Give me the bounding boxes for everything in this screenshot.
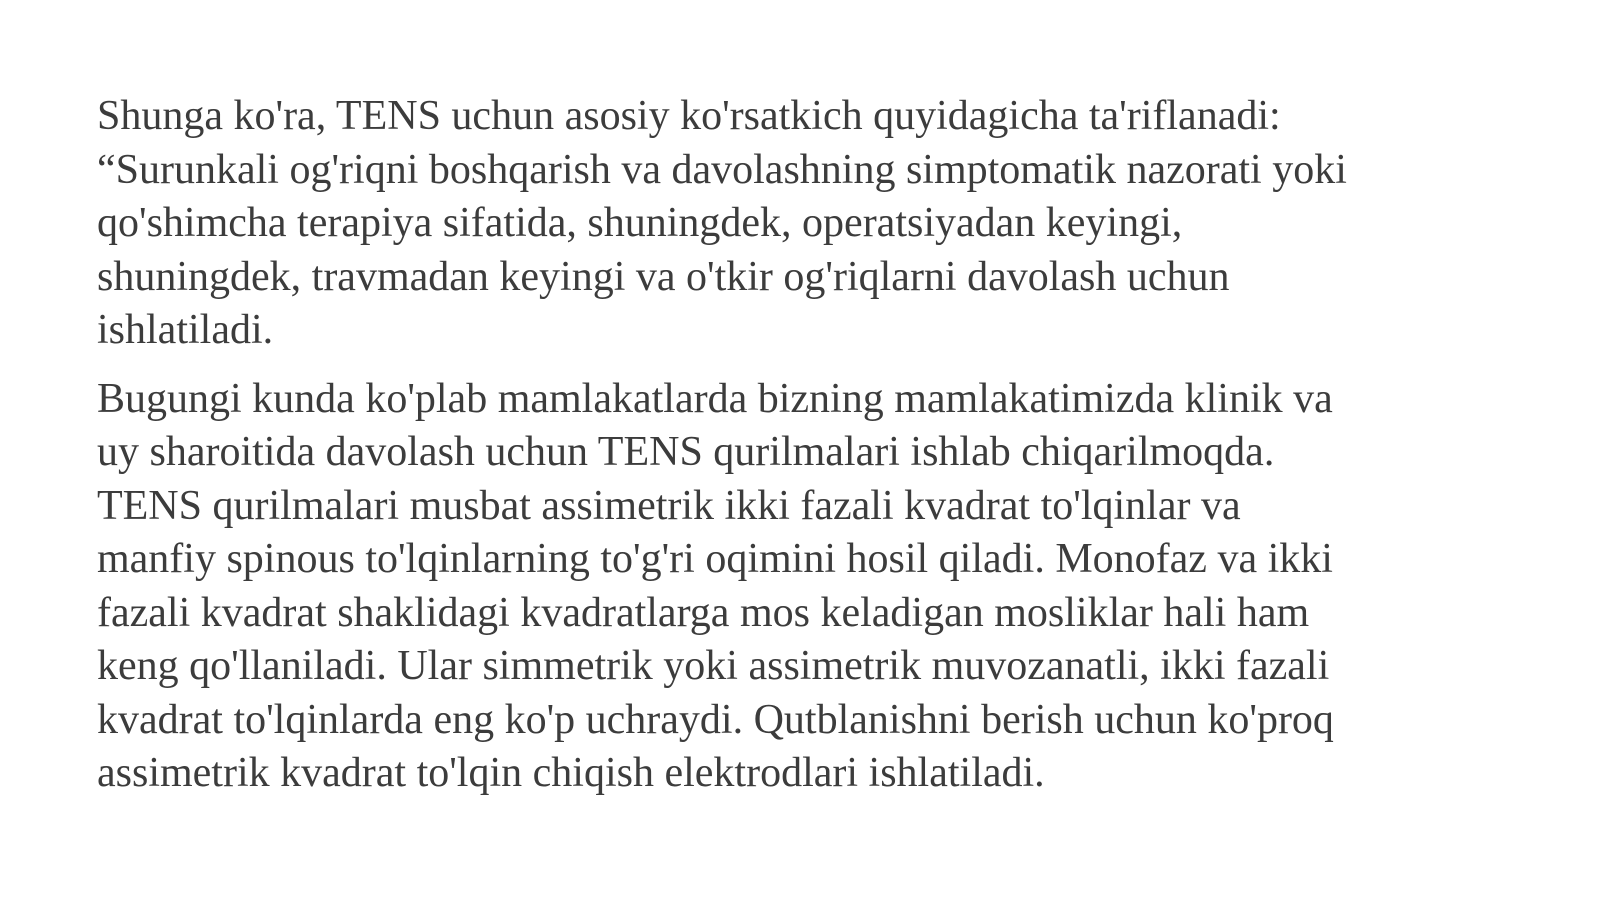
text-line: kvadrat to'lqinlarda eng ko'p uchraydi. Qutblanishni berish uchun ko'proq <box>97 696 1334 743</box>
text-line: fazali kvadrat shaklidagi kvadratlarga mos keladigan mosliklar hali ham <box>97 589 1310 636</box>
text-line: shuningdek, travmadan keyingi va o'tkir og'riqlarni davolash uchun <box>97 253 1230 300</box>
paragraph-tens-devices <box>97 373 1487 801</box>
text-line: ishlatiladi. <box>97 307 274 353</box>
text-line: uy sharoitida davolash uchun TENS qurilmalari ishlab chiqarilmoqda. <box>97 429 1275 475</box>
text-line: keng qo'llaniladi. Ular simmetrik yoki assimetrik muvozanatli, ikki fazali <box>97 643 1330 689</box>
text-line: qo'shimcha terapiya sifatida, shuningdek, operatsiyadan keyingi, <box>97 200 1183 246</box>
text-line: TENS qurilmalari musbat assimetrik ikki fazali kvadrat to'lqinlar va <box>97 482 1241 529</box>
text-line: Bugungi kunda ko'plab mamlakatlarda bizning mamlakatimizda klinik va <box>97 375 1333 422</box>
text-body <box>97 90 1487 801</box>
text-line: Shunga ko'ra, TENS uchun asosiy ko'rsatkich quyidagicha ta'riflanadi: <box>97 93 1281 139</box>
text-line: manfiy spinous to'lqinlarning to'g'ri oqimini hosil qiladi. Monofaz va ikki <box>97 536 1333 582</box>
paragraph-tens-definition <box>97 90 1487 358</box>
text-line: assimetrik kvadrat to'lqin chiqish elektrodlari ishlatiladi. <box>97 750 1045 796</box>
text-line: “Surunkali og'riqni boshqarish va davolashning simptomatik nazorati yoki <box>97 146 1347 193</box>
